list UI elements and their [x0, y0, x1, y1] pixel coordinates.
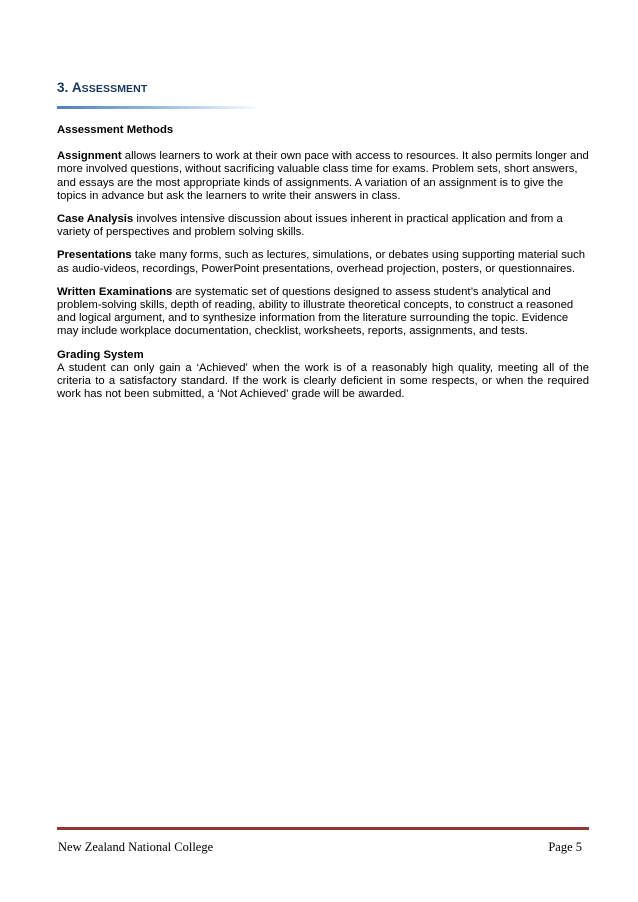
grading-system-heading: Grading System	[57, 348, 144, 361]
section-title-underline	[57, 106, 257, 109]
case-analysis-term: Case Analysis	[57, 213, 134, 226]
written-examinations-term: Written Examinations	[57, 285, 173, 298]
written-examinations-text: are systematic set of questions designed to assess student’s analytical and problem‐solving skills, depth of reading, ability to illustrate theoretical concepts, to construct a reasoned and logical argument, and to synthesize information from the literature surrounding the topic. Evidence may include workplace documentation, checklist, worksheets, reports, assignments, and tests.	[57, 285, 574, 338]
section-title	[57, 80, 147, 95]
assignment-term: Assignment	[57, 150, 122, 163]
case-analysis-text: involves intensive discussion about issues inherent in practical application and from a variety of perspectives and problem solving skills.	[57, 213, 563, 239]
footer-college-name: New Zealand National College	[58, 840, 214, 854]
presentations-paragraph	[57, 249, 589, 275]
grading-system-paragraph	[57, 349, 589, 402]
presentations-text: take many forms, such as lectures, simulations, or debates using supporting material such as audio‐videos, recordings, PowerPoint presentations, overhead projection, posters, or questionnaires.	[57, 249, 586, 275]
section-number: 3.	[57, 80, 72, 95]
assignment-paragraph	[57, 150, 589, 203]
section-title-rest: SSESSMENT	[81, 83, 148, 95]
grading-system-text: A student can only gain a ‘Achieved' when the work is of a reasonably high quality, meeting all of the criteria to a satisfactory standard. If the work is clearly deficient in some respects, or when the required work has not been submitted, a ‘Not Achieved' grade will be awarded.	[57, 361, 589, 401]
assessment-methods-heading: Assessment Methods	[57, 124, 174, 136]
case-analysis-paragraph	[57, 213, 589, 239]
presentations-term: Presentations	[57, 249, 132, 262]
section-title-initial: A	[71, 80, 82, 95]
footer-page-number: Page 5	[548, 840, 582, 854]
assignment-text: allows learners to work at their own pace with access to resources. It also permits longer and more involved questions, without sacrificing valuable class time for exams. Problem sets, short answers, and essays are the most appropriate kinds of assignments. A variation of an assignment is to give the topics in advance but ask the learners to write their answers in class.	[57, 150, 589, 202]
written-examinations-paragraph	[57, 286, 589, 339]
footer-divider	[57, 827, 589, 830]
page-body	[57, 124, 589, 411]
